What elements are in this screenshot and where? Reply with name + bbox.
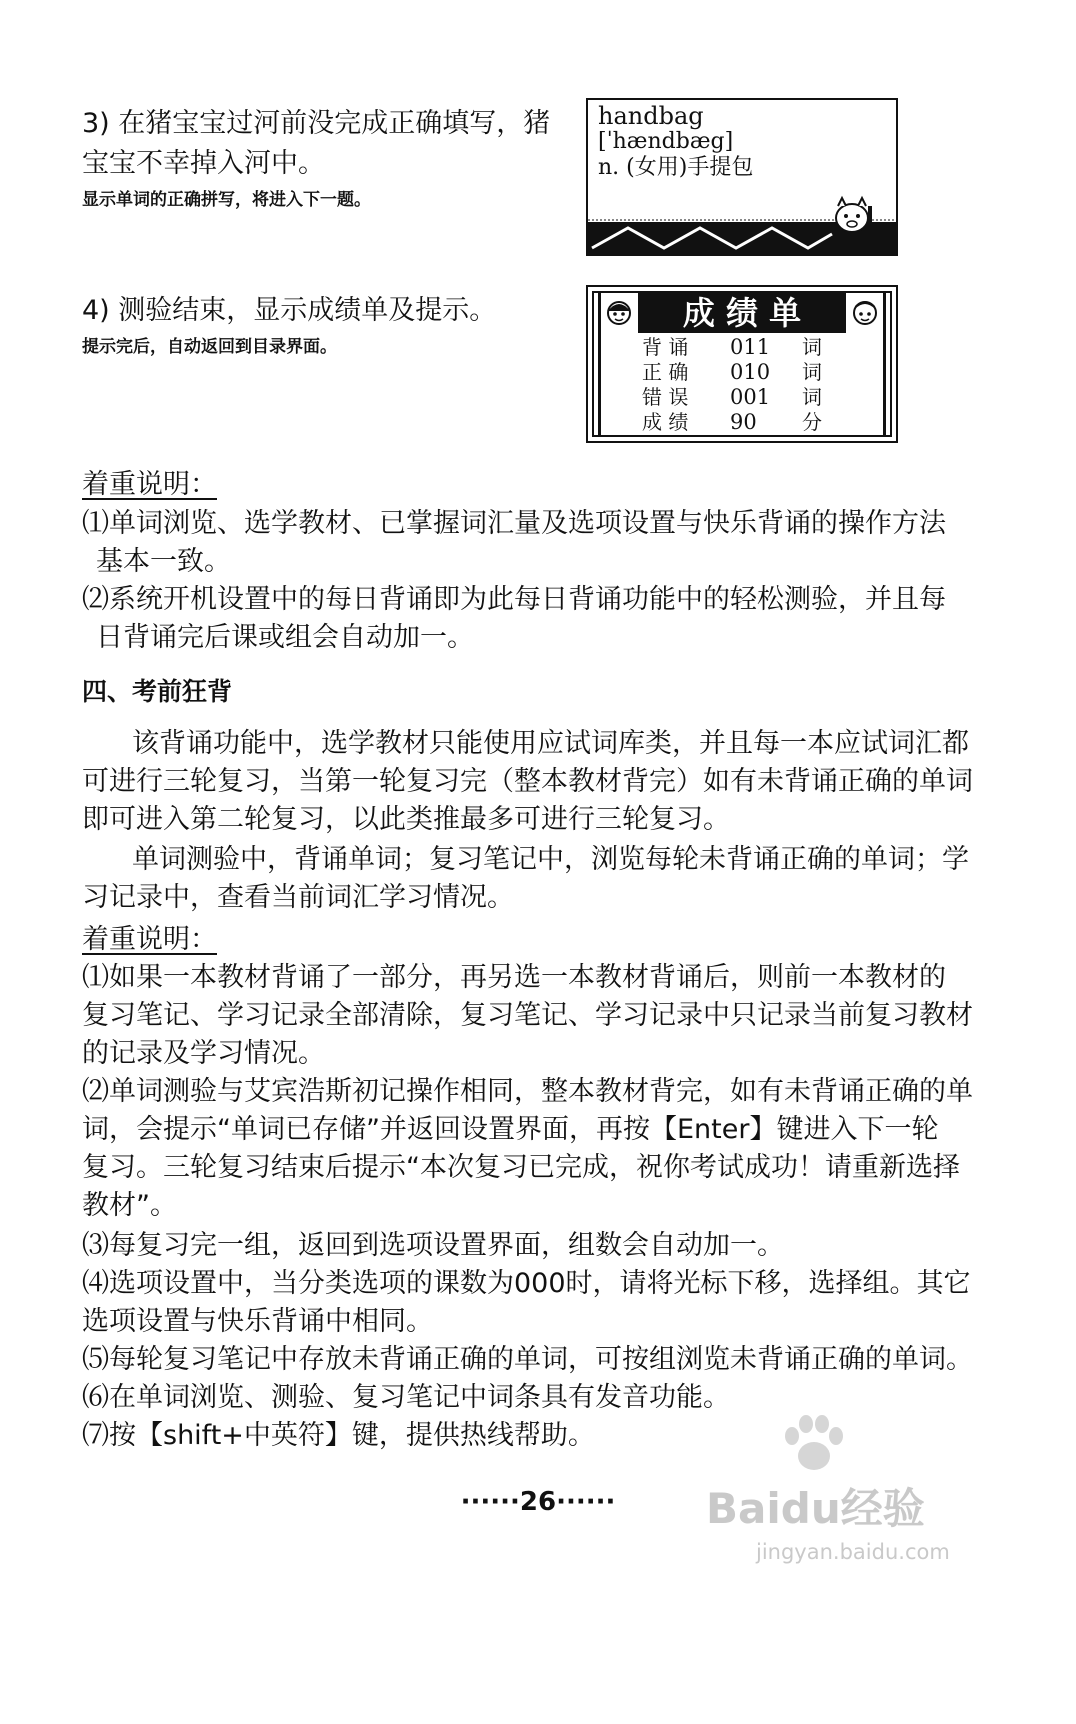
phonetic-text: [ˈhændbæg] [598,129,734,154]
report-row-value: 90 [730,410,757,434]
notes1-p1a: ⑴单词浏览、选学教材、已掌握词汇量及选项设置与快乐背诵的操作方法 [82,508,946,539]
notes1-p1b: 基本一致。 [96,546,231,577]
step3-line2: 宝宝不幸掉入河中。 [82,148,325,179]
pig-icon [824,192,884,252]
report-row-value: 011 [730,335,771,359]
watermark-url: jingyan.baidu.com [756,1540,950,1564]
notes2-line: 词，会提示“单词已存储”并返回设置界面，再按【Enter】键进入下一轮 [82,1114,939,1145]
report-row-label: 背 诵 [642,335,689,359]
notes2-line: 复习笔记、学习记录全部清除，复习笔记、学习记录中只记录当前复习教材 [82,1000,973,1031]
step4-line1: 4) 测验结束，显示成绩单及提示。 [82,295,497,326]
notes2-line: ⑶每复习完一组，返回到选项设置界面，组数会自动加一。 [82,1230,784,1261]
notes2-line: ⑺按【shift+中英符】键，提供热线帮助。 [82,1420,595,1451]
report-row-label: 错 误 [642,385,689,409]
notes1-p2a: ⑵系统开机设置中的每日背诵即为此每日背诵功能中的轻松测验，并且每 [82,584,946,615]
report-row-unit: 词 [802,385,822,409]
step4-note: 提示完后，自动返回到目录界面。 [82,337,337,357]
watermark-brand: Baidu经验 [706,1484,925,1533]
report-row-value: 001 [730,385,771,409]
word-screen [586,98,898,256]
report-row [642,410,842,435]
step3-note: 显示单词的正确拼写，将进入下一题。 [82,190,371,210]
meaning-text: n. (女用)手提包 [598,155,754,180]
paw-icon [774,1410,854,1478]
notes2-line: 的记录及学习情况。 [82,1038,325,1069]
notes2-heading: 着重说明： [82,924,217,955]
notes2-line: ⑴如果一本教材背诵了一部分，再另选一本教材背诵后，则前一本教材的 [82,962,946,993]
notes2-line: ⑵单词测验与艾宾浩斯初记操作相同，整本教材背完，如有未背诵正确的单 [82,1076,973,1107]
report-row [642,335,842,360]
section4-para2-line: 习记录中，查看当前词汇学习情况。 [82,882,514,913]
section4-para2-line: 单词测验中，背诵单词；复习笔记中，浏览每轮未背诵正确的单词；学 [132,844,969,875]
section4-para1-line: 该背诵功能中，选学教材只能使用应试词库类，并且每一本应试词汇都 [132,728,969,759]
report-row [642,360,842,385]
report-row-unit: 分 [802,410,822,434]
word-text: handbag [598,102,704,130]
notes1-p2b: 日背诵完后课或组会自动加一。 [96,622,474,653]
report-rows [642,335,842,435]
report-card-screen [586,285,898,443]
notes2-line: ⑷选项设置中，当分类选项的课数为000时，请将光标下移，选择组。其它 [82,1268,971,1299]
notes1-heading: 着重说明： [82,469,217,500]
report-row-unit: 词 [802,360,822,384]
report-row-unit: 词 [802,335,822,359]
section4-para1-line: 可进行三轮复习，当第一轮复习完（整本教材背完）如有未背诵正确的单词 [82,766,973,797]
boy-face-icon [850,297,880,327]
step3-line1: 3) 在猪宝宝过河前没完成正确填写，猪 [82,108,551,139]
report-row [642,385,842,410]
report-row-label: 正 确 [642,360,689,384]
girl-face-icon [604,297,634,327]
report-row-label: 成 绩 [642,410,689,434]
notes2-line: 教材”。 [82,1190,177,1221]
section4-para1-line: 即可进入第二轮复习，以此类推最多可进行三轮复习。 [82,804,730,835]
page-number: ······26······ [460,1487,616,1517]
report-title: 成 绩 单 [638,293,846,333]
section4-title: 四、考前狂背 [82,677,233,706]
notes2-line: 复习。三轮复习结束后提示“本次复习已完成，祝你考试成功！请重新选择 [82,1152,960,1183]
notes2-line: 选项设置与快乐背诵中相同。 [82,1306,433,1337]
notes2-line: ⑹在单词浏览、测验、复习笔记中词条具有发音功能。 [82,1382,730,1413]
notes2-line: ⑸每轮复习笔记中存放未背诵正确的单词，可按组浏览未背诵正确的单词。 [82,1344,973,1375]
report-row-value: 010 [730,360,771,384]
